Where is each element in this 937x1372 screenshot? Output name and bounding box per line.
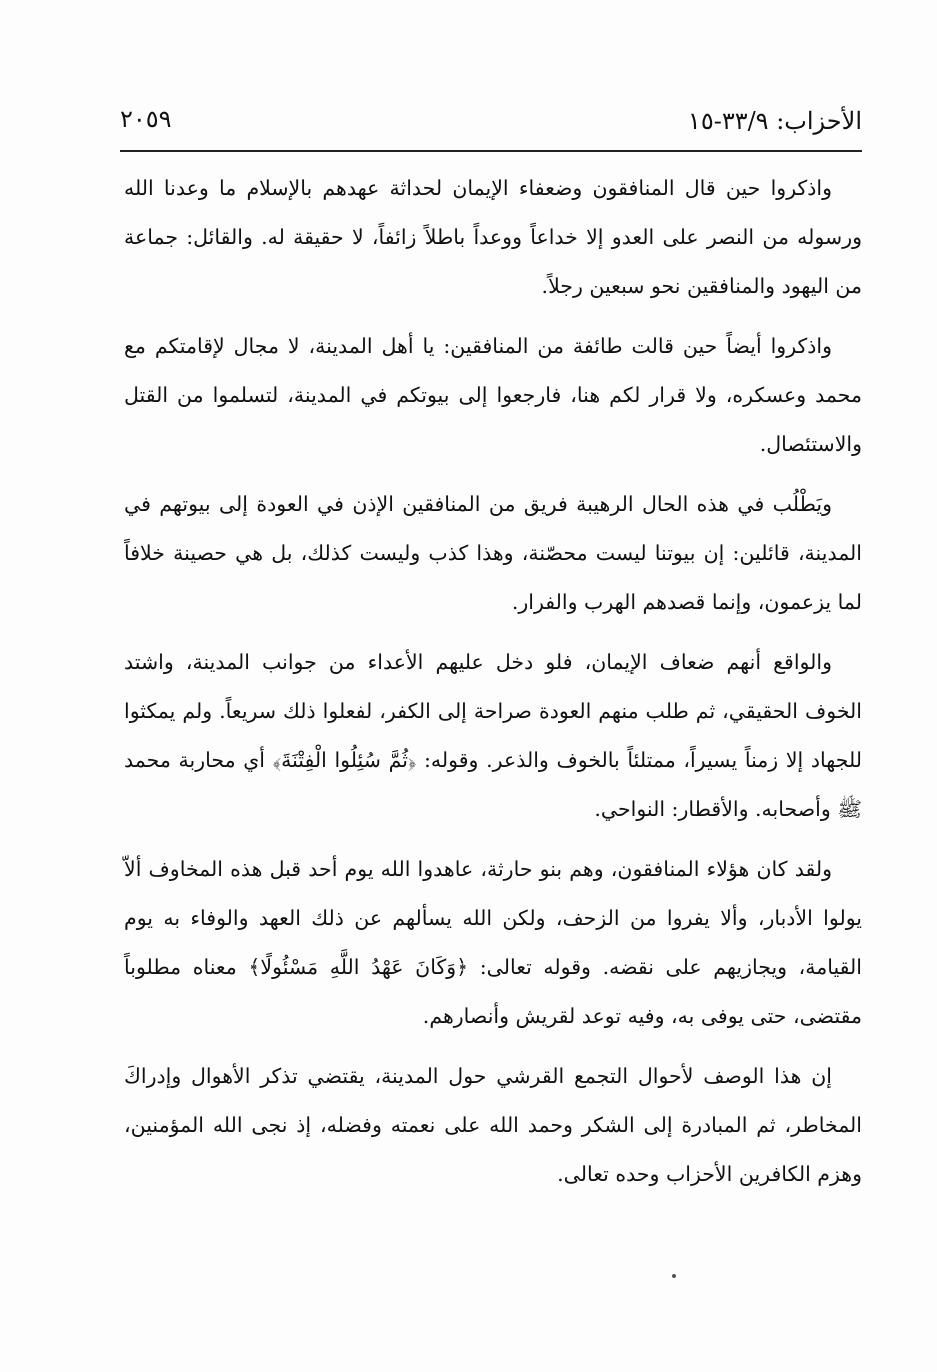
paragraph: والواقع أنهم ضعاف الإيمان، فلو دخل عليهم الأعداء من جوانب المدينة، واشتد الخوف الحقيقي، ثم طلب منهم العودة صراحة إلى الكفر، لفعلوا ذلك سريعاً. ولم يمكثوا للجهاد إلا زمناً يسيراً، ممتلئاً بالخوف والذعر. وقوله: ﴿ثُمَّ سُئِلُوا الْفِتْنَةَ﴾ أي محاربة محمد ﷺ وأصحابه. والأقطار: النواحي.	[124, 650, 862, 821]
page-header	[120, 96, 862, 150]
page-number: ٢٠٥٩	[120, 105, 172, 133]
page-body	[124, 164, 862, 1210]
paragraph: واذكروا حين قال المنافقون وضعفاء الإيمان لحداثة عهدهم بالإسلام ما وعدنا الله ورسوله من النصر على العدو إلا خداعاً ووعداً باطلاً زائفاً، لا حقيقة له. والقائل: جماعة من اليهود والمنافقين نحو سبعين رجلاً.	[124, 176, 862, 298]
header-divider	[120, 150, 862, 152]
paragraph: ولقد كان هؤلاء المنافقون، وهم بنو حارثة، عاهدوا الله يوم أحد قبل هذه المخاوف ألاّ يولوا الأدبار، وألا يفروا من الزحف، ولكن الله يسألهم عن ذلك العهد والوفاء به يوم القيامة، ويجازيهم على نقضه. وقوله تعالى: ﴿وَكَانَ عَهْدُ اللَّهِ مَسْئُولًا﴾ معناه مطلوباً مقتضى، حتى يوفى به، وفيه توعد لقريش وأنصارهم.	[124, 857, 862, 1028]
surah-reference: الأحزاب: ٣٣/٩-١٥	[687, 107, 862, 135]
paragraph: إن هذا الوصف لأحوال التجمع القرشي حول المدينة، يقتضي تذكر الأهوال وإدراكَ المخاطر، ثم المبادرة إلى الشكر وحمد الله على نعمته وفضله، إذ نجى الله المؤمنين، وهزم الكافرين الأحزاب وحده تعالى.	[124, 1064, 862, 1186]
paragraph: ويَطْلُب في هذه الحال الرهيبة فريق من المنافقين الإذن في العودة إلى بيوتهم في المدينة، قائلين: إن بيوتنا ليست محصّنة، وهذا كذب وليست كذلك، بل هي حصينة خلافاً لما يزعمون، وإنما قصدهم الهرب والفرار.	[124, 492, 862, 614]
print-speck	[672, 1274, 676, 1278]
paragraph: واذكروا أيضاً حين قالت طائفة من المنافقين: يا أهل المدينة، لا مجال لإقامتكم مع محمد وعسكره، ولا قرار لكم هنا، فارجعوا إلى بيوتكم في المدينة، لتسلموا من القتل والاستئصال.	[124, 334, 862, 456]
